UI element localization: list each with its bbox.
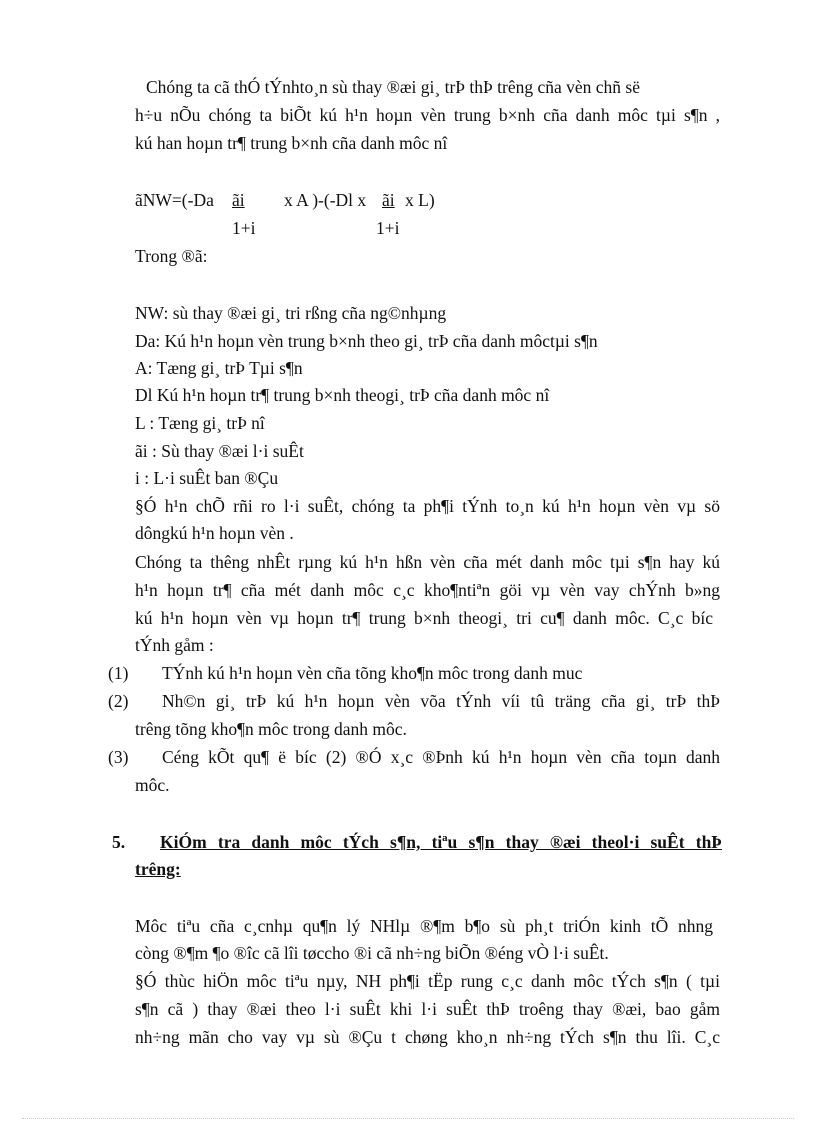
section-number: 5. bbox=[112, 832, 126, 852]
formula-fraction-numerator: ãi bbox=[382, 190, 395, 210]
definition-item: Dl Kú h¹n hoµn tr¶ trung b×nh theogi¸ trÞ cña danh môc nî bbox=[135, 385, 550, 405]
formula-fraction-denominator: 1+i bbox=[232, 218, 256, 238]
method-line: tÝnh gåm : bbox=[135, 635, 214, 655]
method-line: kú h¹n hoµn vèn vµ hoµn tr¶ trung b×nh theogi¸ tri cu¶ danh môc. C¸c bíc bbox=[135, 608, 713, 628]
section-title: KiÓm tra danh môc tÝch s¶n, tiªu s¶n thay ®æi theol·i suÊt thÞ bbox=[160, 832, 722, 852]
intro-line: kú han hoµn tr¶ trung b×nh cña danh môc nî bbox=[135, 133, 448, 153]
step-number: (2) bbox=[108, 691, 129, 711]
formula-part: ãNW=(-Da bbox=[135, 190, 214, 210]
step-text: TÝnh kú h¹n hoµn vèn cña tõng kho¶n môc trong danh muc bbox=[162, 663, 583, 683]
formula-part: x A )-(-Dl x bbox=[284, 190, 367, 210]
step-text: Nh©n gi¸ trÞ kú h¹n hoµn vèn võa tÝnh víi tû träng cña gi¸ trÞ thÞ bbox=[162, 691, 720, 711]
definition-item: Da: Kú h¹n hoµn vèn trung b×nh theo gi¸ trÞ cña danh môctµi s¶n bbox=[135, 331, 598, 351]
method-line: h¹n hoµn tr¶ cña mét danh môc c¸c kho¶ntiªn göi vµ vèn vay chÝnh b»ng bbox=[135, 580, 720, 600]
goal-line: nh÷ng mãn cho vay vµ sù ®Çu t chøng kho¸n nh÷ng tÝch s¶n thu lîi. C¸c bbox=[135, 1027, 720, 1047]
step-text: Céng kÕt qu¶ ë bíc (2) ®Ó x¸c ®Þnh kú h¹n hoµn vèn cña toµn danh bbox=[162, 747, 720, 767]
method-line: Chóng ta thêng nhÊt rµng kú h¹n hßn vèn cña mét danh môc tµi s¶n hay kú bbox=[135, 552, 720, 572]
step-number: (1) bbox=[108, 663, 129, 683]
goal-line: còng ®¶m ¶o ®îc cã lîi tøccho ®i cã nh÷ng biÕn ®éng vÒ l·i suÊt. bbox=[135, 943, 609, 963]
intro-line: h÷u nÕu chóng ta biÕt kú h¹n hoµn vèn trung b×nh cña danh môc tµi s¶n , bbox=[135, 105, 720, 125]
page-bottom-divider bbox=[22, 1118, 794, 1119]
goal-line: Môc tiªu cña c¸cnhµ qu¶n lý NHlµ ®¶m b¶o sù ph¸t triÓn kinh tÕ nhng bbox=[135, 916, 713, 936]
definition-item: A: Tæng gi¸ trÞ Tµi s¶n bbox=[135, 358, 303, 378]
formula-part: x L) bbox=[405, 190, 435, 210]
intro-line: Chóng ta cã thÓ tÝnhto¸n sù thay ®æi gi¸ trÞ thÞ trêng cña vèn chñ së bbox=[146, 77, 640, 97]
step-number: (3) bbox=[108, 747, 129, 767]
definition-item: NW: sù thay ®æi gi¸ tri rßng cña ng©nhµng bbox=[135, 303, 447, 323]
risk-line: dôngkú h¹n hoµn vèn . bbox=[135, 523, 294, 543]
goal-line: s¶n cã ) thay ®æi theo l·i suÊt khi l·i suÊt thÞ troêng thay ®æi, bao gåm bbox=[135, 999, 720, 1019]
definition-item: ãi : Sù thay ®æi l·i suÊt bbox=[135, 441, 304, 461]
step-text: trêng tõng kho¶n môc trong danh môc. bbox=[135, 719, 407, 739]
formula-fraction-numerator: ãi bbox=[232, 190, 245, 210]
step-text: môc. bbox=[135, 775, 170, 795]
where-label: Trong ®ã: bbox=[135, 246, 208, 266]
definition-item: L : Tæng gi¸ trÞ nî bbox=[135, 413, 265, 433]
formula-fraction-denominator: 1+i bbox=[376, 218, 400, 238]
risk-line: §Ó h¹n chÕ rñi ro l·i suÊt, chóng ta ph¶i tÝnh to¸n kú h¹n hoµn vèn vµ sö bbox=[135, 496, 720, 516]
section-title: trêng: bbox=[135, 859, 181, 879]
goal-line: §Ó thùc hiÖn môc tiªu nµy, NH ph¶i tËp rung c¸c danh môc tÝch s¶n ( tµi bbox=[135, 971, 720, 991]
definition-item: i : L·i suÊt ban ®Çu bbox=[135, 468, 279, 488]
